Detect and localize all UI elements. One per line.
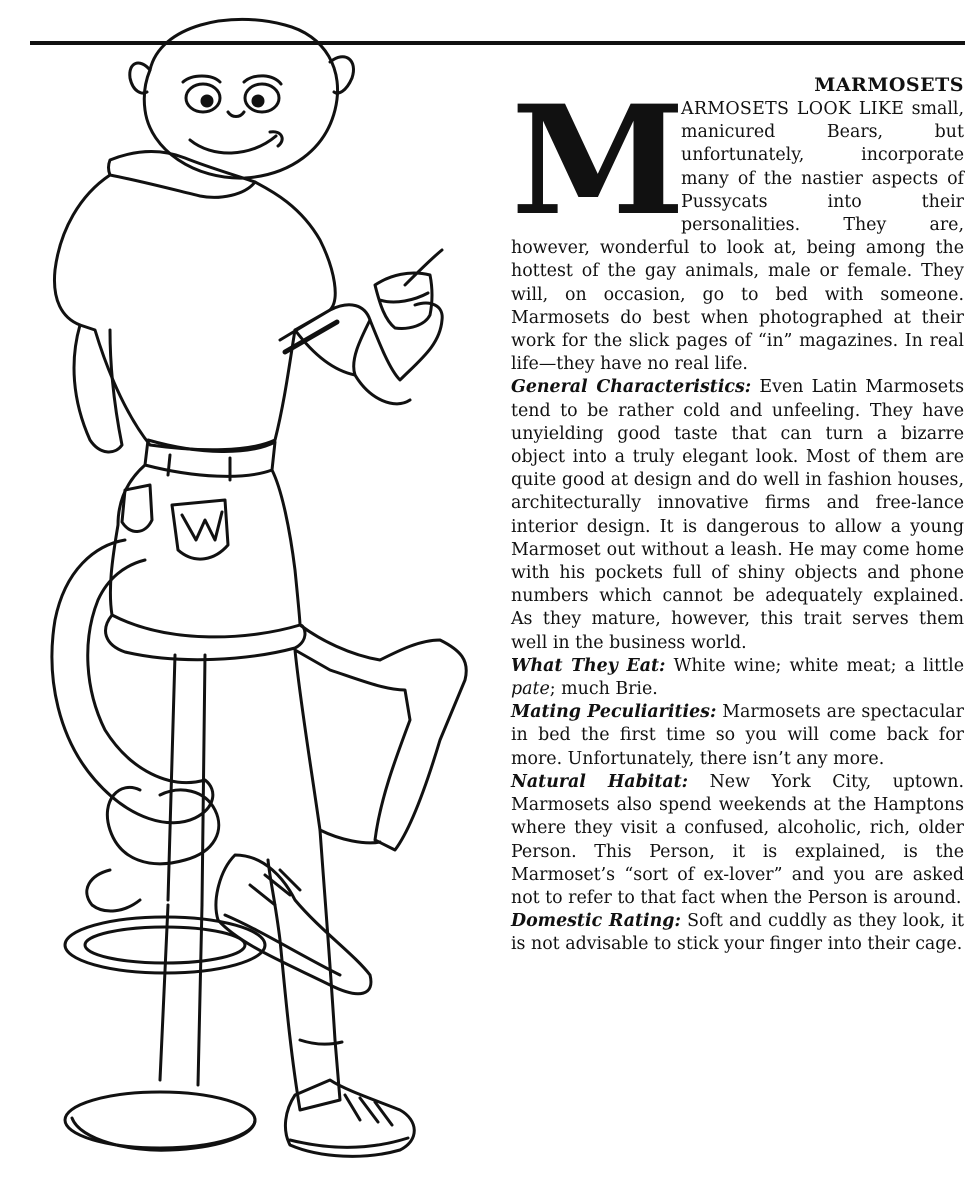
section-text: New York City, uptown. Marmosets also spend weekends at the Hamptons where they visit a confused, alcoholic, rich, older Person. This Person, it is explained, is the Marmoset’s “sort of ex-lover” and you are asked not to refer to that fact when the Person is around. [511, 771, 965, 908]
section-text-tail: ; much Brie. [549, 679, 658, 700]
section-general-characteristics [511, 376, 964, 654]
drop-cap: M [511, 73, 686, 249]
section-domestic-rating [511, 910, 964, 956]
section-emphasis: pate [511, 679, 550, 700]
section-natural-habitat [511, 771, 964, 910]
marmosets-article [511, 74, 964, 957]
section-text: White wine; white meat; a little [673, 655, 964, 676]
intro-text: small, manicured Bears, but unfortunately, incorporate many of the nastier aspects of Pussycats into their personalities. They are, however, wonderful to look at, being among the hottest of the gay animals, male or female. They will, on occasion, go to bed with someone. Marmosets do best when photographed at their work for the slick pages of “in” magazines. In real life—they have no real life. [511, 99, 964, 375]
section-label: What They Eat: [511, 655, 666, 676]
section-mating-peculiarities [511, 701, 964, 771]
section-text: Even Latin Marmosets tend to be rather cold and unfeeling. They have unyielding good taste that can turn a bizarre object into a truly elegant look. Most of them are quite good at design and do well in fashion houses, architecturally innovative firms and free-lance interior design. It is dangerous to allow a young Marmoset out without a leash. He may come home with his pockets full of shiny objects and phone numbers which cannot be adequately explained. As they mature, however, this trait serves them well in the business world. [511, 377, 964, 653]
section-label: Domestic Rating: [511, 911, 681, 932]
section-text: Marmosets are spectacular in bed the first time so you will come back for more. Unfortunately, there isn’t any more. [511, 702, 964, 769]
lead-caps: ARMOSETS LOOK LIKE [681, 99, 905, 119]
marmoset-head [130, 19, 354, 178]
raised-sneaker [216, 855, 371, 994]
intro-paragraph [511, 73, 964, 376]
section-text: Soft and cuddly as they look, it is not advisable to stick your finger into their cage. [511, 911, 964, 955]
section-what-they-eat [511, 655, 964, 701]
article-title: MARMOSETS [814, 74, 964, 96]
section-label: Natural Habitat: [511, 771, 689, 792]
shirt [54, 175, 335, 450]
section-label: Mating Peculiarities: [511, 702, 717, 723]
drink-glass [375, 250, 442, 328]
stool-base [65, 1092, 255, 1148]
shirt-collar [109, 151, 256, 197]
lower-sneaker [285, 1080, 414, 1156]
section-label: General Characteristics: [511, 377, 752, 398]
tail [52, 540, 213, 823]
